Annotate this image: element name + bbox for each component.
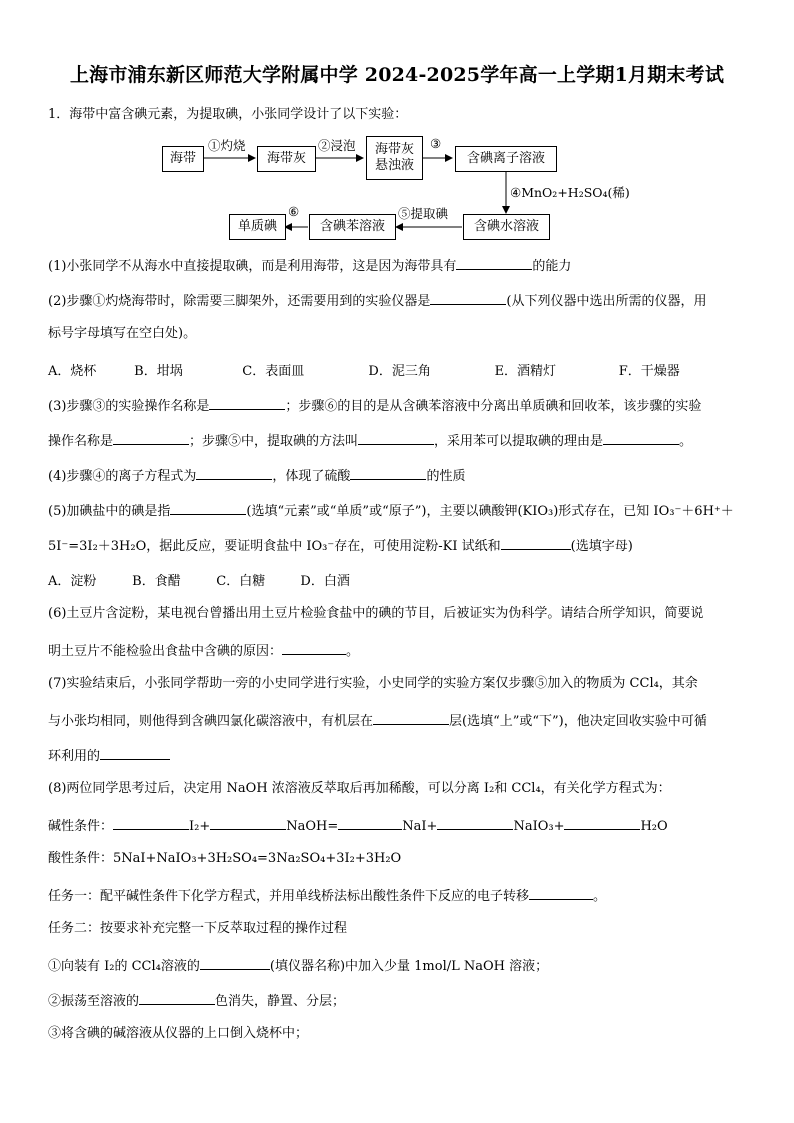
part-7-text-c: 层(选填“上”或“下”)，他决定回收实验中可循 — [449, 714, 707, 729]
task-2: 任务二：按要求补充完整一下反萃取过程的操作过程 — [48, 921, 348, 936]
part-6-line-1: (6)土豆片含淀粉，某电视台曾播出用土豆片检验食盐中的碘的节目，后被证实为伪科学。请结合所学知识，简要说 — [48, 606, 704, 621]
part-6-text-b: 明土豆片不能检验出食盐中含碘的原因： — [48, 644, 283, 659]
part-3-blank-3[interactable] — [358, 430, 434, 445]
box-han-dian-ben: 含碘苯溶液 — [309, 214, 396, 240]
task-1 — [48, 885, 748, 906]
part-2-line-2: 标号字母填写在空白处)。 — [48, 326, 197, 341]
basic-blank-1[interactable] — [113, 815, 189, 830]
part-5-text-d: (选填字母) — [570, 539, 633, 554]
basic-blank-4[interactable] — [437, 815, 513, 830]
basic-blank-5[interactable] — [564, 815, 640, 830]
part-3-text-b: ；步骤⑥的目的是从含碘苯溶液中分离出单质碘和回收苯，该步骤的实验 — [285, 399, 702, 414]
part-5-text-b: (选填“元素”或“单质”或“原子”)，主要以碘酸钾(KIO₃)形式存在，已知 IO₃⁻＋6H⁺＋ — [246, 504, 734, 519]
step-2-blank[interactable] — [139, 990, 215, 1005]
option-2-c: C．表面皿 — [242, 364, 305, 379]
basic-term-3: NaI+ — [402, 819, 438, 834]
part-4-text-a: (4)步骤④的离子方程式为 — [48, 469, 197, 484]
option-2-d: D．泥三角 — [368, 364, 431, 379]
box-xuanzhuoye — [366, 136, 423, 180]
part-3-text-c: 操作名称是 — [48, 434, 114, 449]
part-2-line-1 — [48, 290, 748, 311]
task-1-blank[interactable] — [529, 885, 593, 900]
part-2-text-b: (从下列仪器中选出所需的仪器，用 — [506, 294, 707, 309]
acid-equation: 酸性条件：5NaI+NaIO₃+3H₂SO₄=3Na₂SO₄+3I₂+3H₂O — [48, 851, 402, 866]
part-7-line-1: (7)实验结束后，小张同学帮助一旁的小史同学进行实验，小史同学的实验方案仅步骤⑤加入的物质为 CCl₄，其余 — [48, 676, 698, 691]
part-1-text: (1)小张同学不从海水中直接提取碘，而是利用海带，这是因为海带具有 — [48, 259, 457, 274]
part-8-line-1: (8)两位同学思考过后，决定用 NaOH 浓溶液反萃取后再加稀酸，可以分离 I₂和 CCl₄，有关化学方程式为： — [48, 781, 671, 796]
part-7-blank-1[interactable] — [373, 710, 449, 725]
part-4 — [48, 465, 748, 486]
part-1 — [48, 255, 748, 276]
task-1-text: 任务一：配平碱性条件下化学方程式，并用单线桥法标出酸性条件下反应的电子转移 — [48, 889, 530, 904]
basic-term-1: I₂+ — [189, 819, 211, 834]
task-1-end: 。 — [593, 889, 607, 904]
step-4-label: ④MnO₂+H₂SO₄(稀) — [510, 185, 630, 200]
part-5-line-2 — [48, 535, 748, 556]
part-3-blank-4[interactable] — [603, 430, 679, 445]
box-han-dian-lizi: 含碘离子溶液 — [455, 146, 557, 172]
step-2-label: ②浸泡 — [318, 138, 356, 153]
part-7-line-3 — [48, 745, 748, 766]
step-2-text-b: 色消失，静置、分层； — [215, 994, 346, 1009]
flowchart-arrows — [0, 0, 794, 260]
part-7-blank-2[interactable] — [100, 745, 170, 760]
part-5-text-c: 5I⁻=3I₂＋3H₂O，据此反应，要证明食盐中 IO₃⁻存在，可使用淀粉-KI 试纸和 — [48, 539, 501, 554]
part-5-blank-1[interactable] — [170, 500, 246, 515]
step-5-label: ⑤提取碘 — [398, 206, 449, 221]
option-2-e: E．酒精灯 — [494, 364, 557, 379]
part-7-line-2 — [48, 710, 748, 731]
step-2 — [48, 990, 748, 1011]
flowchart — [0, 0, 794, 260]
part-5-text-a: (5)加碘盐中的碘是指 — [48, 504, 171, 519]
box-haidai: 海带 — [162, 146, 204, 172]
basic-equation — [48, 815, 748, 836]
part-3-text-e: ，采用苯可以提取碘的理由是 — [434, 434, 604, 449]
part-7-text-b: 与小张均相同，则他得到含碘四氯化碳溶液中，有机层在 — [48, 714, 374, 729]
part-1-blank[interactable] — [456, 255, 532, 270]
step-2-text: ②振荡至溶液的 — [48, 994, 140, 1009]
part-3-text-f: 。 — [679, 434, 693, 449]
step-3: ③将含碘的碱溶液从仪器的上口倒入烧杯中； — [48, 1026, 309, 1041]
part-3-blank-1[interactable] — [209, 395, 285, 410]
step-1 — [48, 955, 748, 976]
part-3-blank-2[interactable] — [113, 430, 189, 445]
part-3-text-d: ；步骤⑤中，提取碘的方法叫 — [189, 434, 359, 449]
part-4-blank-2[interactable] — [350, 465, 426, 480]
box-xuanzhuoye-line2: 悬浊液 — [374, 158, 414, 173]
basic-blank-3[interactable] — [338, 815, 402, 830]
step-1-blank[interactable] — [200, 955, 270, 970]
box-danzhi-dian: 单质碘 — [229, 214, 286, 240]
basic-label: 碱性条件： — [48, 819, 114, 834]
part-2-text: (2)步骤①灼烧海带时，除需要三脚架外，还需要用到的实验仪器是 — [48, 294, 431, 309]
basic-term-2: NaOH= — [286, 819, 339, 834]
step-6-label: ⑥ — [288, 204, 300, 219]
part-4-text-c: 的性质 — [426, 469, 466, 484]
basic-blank-2[interactable] — [210, 815, 286, 830]
part-3-line-1 — [48, 395, 748, 416]
part-6-blank[interactable] — [282, 640, 346, 655]
part-7-text-d: 环利用的 — [48, 749, 101, 764]
option-5-b: B．食醋 — [132, 574, 181, 589]
option-2-b: B．坩埚 — [134, 364, 183, 379]
part-3-text-a: (3)步骤③的实验操作名称是 — [48, 399, 210, 414]
option-5-a: A．淀粉 — [48, 574, 97, 589]
basic-term-4: NaIO₃+ — [513, 819, 565, 834]
part-5-blank-2[interactable] — [501, 535, 571, 550]
part-4-text-b: ，体现了硫酸 — [272, 469, 351, 484]
part-1-end: 的能力 — [532, 259, 572, 274]
part-3-line-2 — [48, 430, 748, 451]
part-4-blank-1[interactable] — [196, 465, 272, 480]
part-2-options — [48, 360, 680, 379]
part-2-blank[interactable] — [430, 290, 506, 305]
step-1-label: ①灼烧 — [208, 138, 246, 153]
step-1-text-b: (填仪器名称)中加入少量 1mol/L NaOH 溶液； — [269, 959, 549, 974]
option-5-d: D．白酒 — [300, 574, 350, 589]
step-1-text: ①向装有 I₂的 CCl₄溶液的 — [48, 959, 200, 974]
option-5-c: C．白糖 — [216, 574, 266, 589]
box-han-dian-shui: 含碘水溶液 — [463, 214, 550, 240]
option-2-a: A．烧杯 — [48, 364, 97, 379]
basic-term-5: H₂O — [640, 819, 668, 834]
box-xuanzhuoye-line1: 海带灰 — [374, 142, 414, 157]
step-3-label: ③ — [430, 136, 442, 151]
part-5-line-1 — [48, 500, 748, 521]
option-2-f: F．干燥器 — [618, 364, 680, 379]
part-6-text-c: 。 — [346, 644, 360, 659]
page-title: 上海市浦东新区师范大学附属中学 2024-2025学年高一上学期1月期末考试 — [69, 64, 725, 86]
question-1-intro: 1．海带中富含碘元素，为提取碘，小张同学设计了以下实验： — [48, 107, 408, 122]
box-haidaihui: 海带灰 — [257, 146, 316, 172]
part-6-line-2 — [48, 640, 748, 661]
part-5-options — [48, 570, 350, 589]
